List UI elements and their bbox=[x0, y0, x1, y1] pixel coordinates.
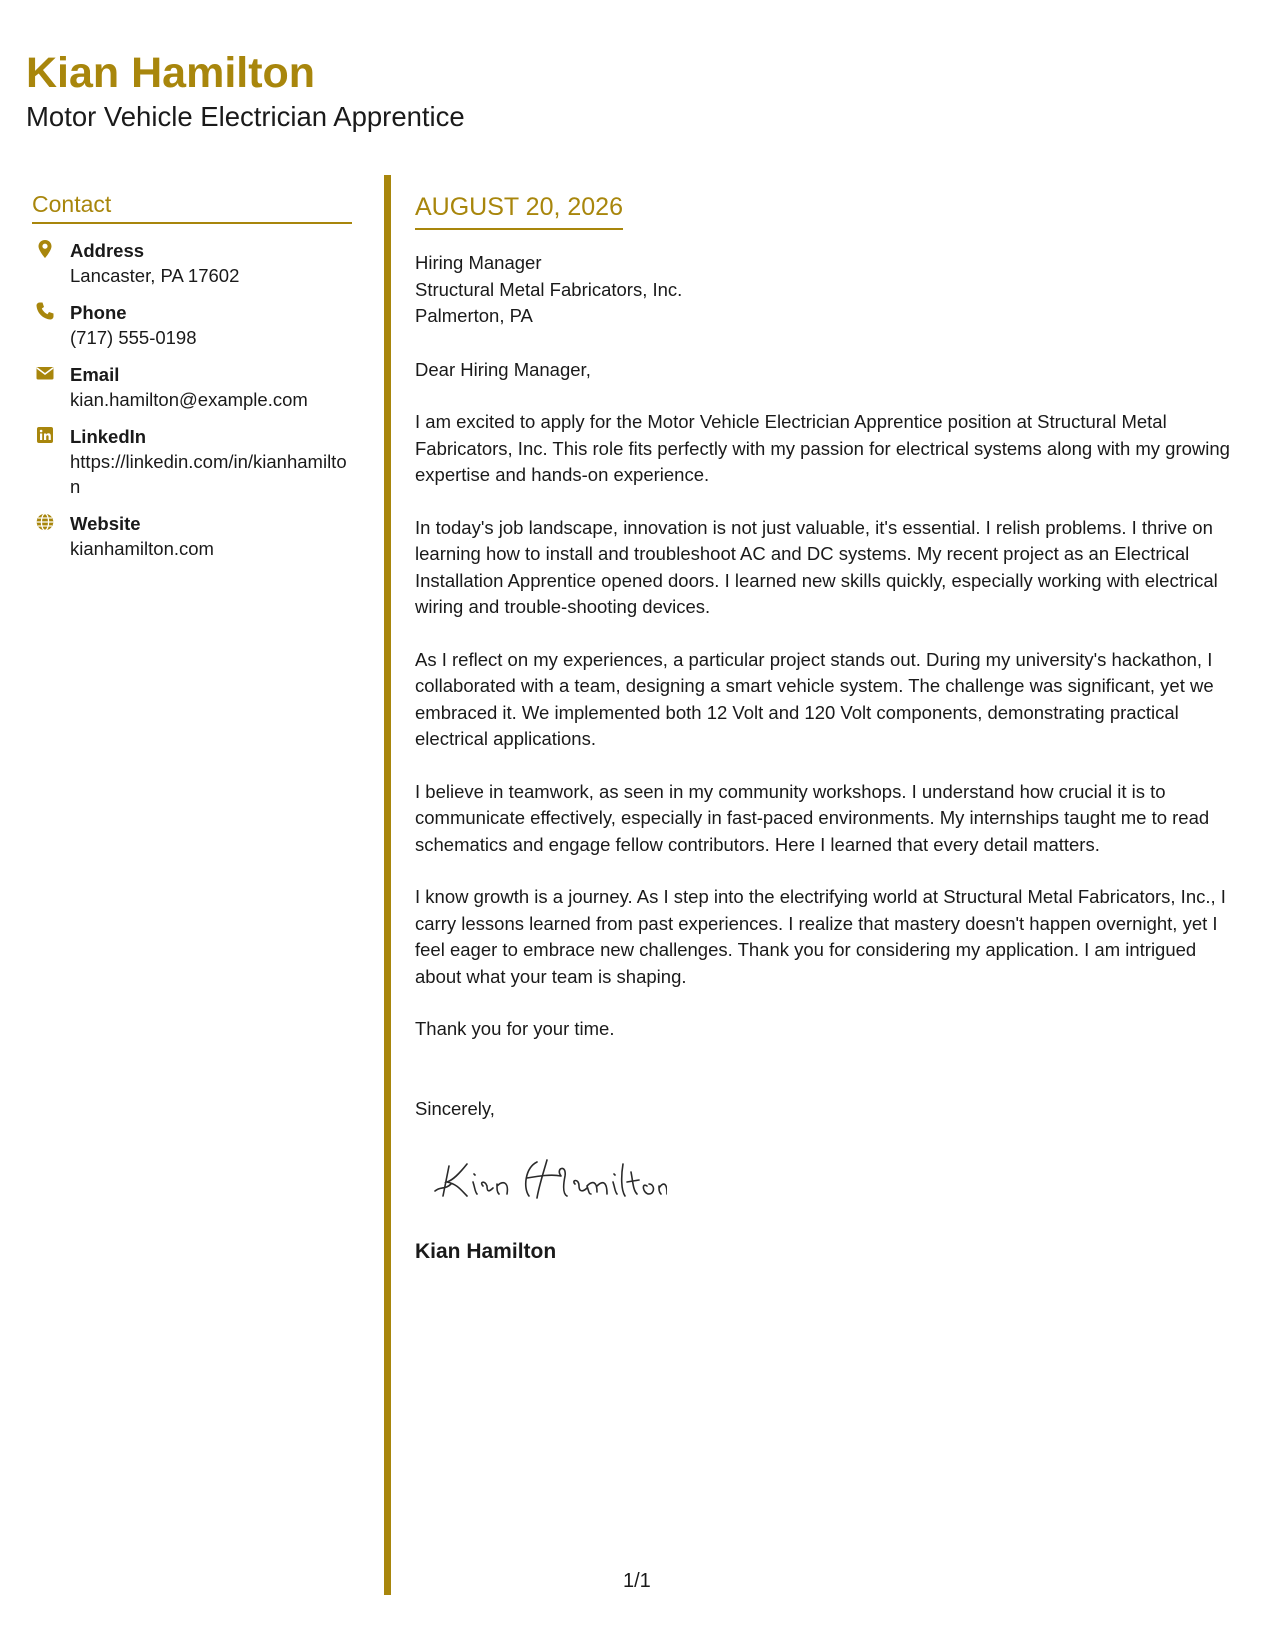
handwritten-signature bbox=[427, 1146, 667, 1208]
salutation: Dear Hiring Manager, bbox=[415, 358, 591, 380]
job-title: Motor Vehicle Electrician Apprentice bbox=[26, 101, 465, 132]
body-paragraph: I believe in teamwork, as seen in my community workshops. I understand how crucial it is to communicate effectively, especially in fast-paced environments. My internships taught me to read schematics and engage fellow contributors. Here I learned that every detail matters. bbox=[415, 780, 1210, 855]
body-paragraph: I know growth is a journey. As I step into the electrifying world at Structural Metal Fabricators, Inc., I carry lessons learned from past experiences. I realize that mastery doesn't happen overnight, yet I feel eager to embrace new challenges. Thank you for considering my application. I am intrigued about what your team is shaping. bbox=[415, 886, 1226, 987]
recipient-line: Structural Metal Fabricators, Inc. bbox=[415, 278, 683, 300]
contact-address bbox=[32, 238, 352, 288]
linkedin-icon bbox=[35, 425, 55, 445]
signed-name: Kian Hamilton bbox=[415, 1239, 557, 1263]
globe-icon bbox=[35, 512, 55, 532]
closing-line: Thank you for your time. bbox=[415, 1018, 615, 1039]
body-paragraph: In today's job landscape, innovation is not just valuable, it's essential. I relish problems. I thrive on learning how to install and troubleshoot AC and DC systems. My recent project as an Electrical Installation Apprentice opened doors. I learned new skills quickly, especially working with electrical wiring and trouble-shooting devices. bbox=[415, 516, 1218, 617]
phone-value: (717) 555-0198 bbox=[70, 327, 197, 348]
email-label: Email bbox=[70, 364, 120, 385]
letter-body bbox=[415, 192, 1245, 1266]
contact-phone bbox=[32, 300, 352, 350]
linkedin-value[interactable]: https://linkedin.com/in/kianhamilton bbox=[70, 451, 347, 497]
envelope-icon bbox=[35, 363, 55, 383]
address-value: Lancaster, PA 17602 bbox=[70, 265, 240, 286]
website-label: Website bbox=[70, 513, 141, 534]
recipient-line: Palmerton, PA bbox=[415, 305, 533, 326]
contact-heading: Contact bbox=[32, 190, 352, 224]
email-value: kian.hamilton@example.com bbox=[70, 389, 308, 410]
header bbox=[26, 46, 465, 134]
contact-email bbox=[32, 362, 352, 412]
recipient-line: Hiring Manager bbox=[415, 252, 542, 273]
letter-date: AUGUST 20, 2026 bbox=[415, 192, 623, 230]
phone-label: Phone bbox=[70, 302, 127, 323]
column-divider bbox=[384, 175, 391, 1595]
linkedin-label: LinkedIn bbox=[70, 426, 147, 447]
contact-sidebar bbox=[32, 190, 352, 573]
body-paragraph: As I reflect on my experiences, a particular project stands out. During my university's hackathon, I collaborated with a team, designing a smart vehicle system. The challenge was significant, yet we embraced it. We implemented both 12 Volt and 120 Volt components, demonstrating practical electrical applications. bbox=[415, 648, 1214, 749]
body-paragraph: I am excited to apply for the Motor Vehicle Electrician Apprentice position at Structural Metal Fabricators, Inc. This role fits perfectly with my passion for electrical systems along with my growing expertise and hands-on experience. bbox=[415, 411, 1230, 485]
page-number: 1/1 bbox=[623, 1570, 651, 1592]
applicant-name: Kian Hamilton bbox=[26, 49, 316, 97]
recipient-block bbox=[415, 250, 1245, 330]
website-value[interactable]: kianhamilton.com bbox=[70, 538, 214, 559]
contact-website bbox=[32, 511, 352, 561]
sign-off: Sincerely, bbox=[415, 1097, 495, 1119]
phone-icon bbox=[35, 301, 55, 321]
address-label: Address bbox=[70, 240, 145, 261]
map-pin-icon bbox=[35, 239, 55, 259]
contact-linkedin bbox=[32, 424, 352, 499]
